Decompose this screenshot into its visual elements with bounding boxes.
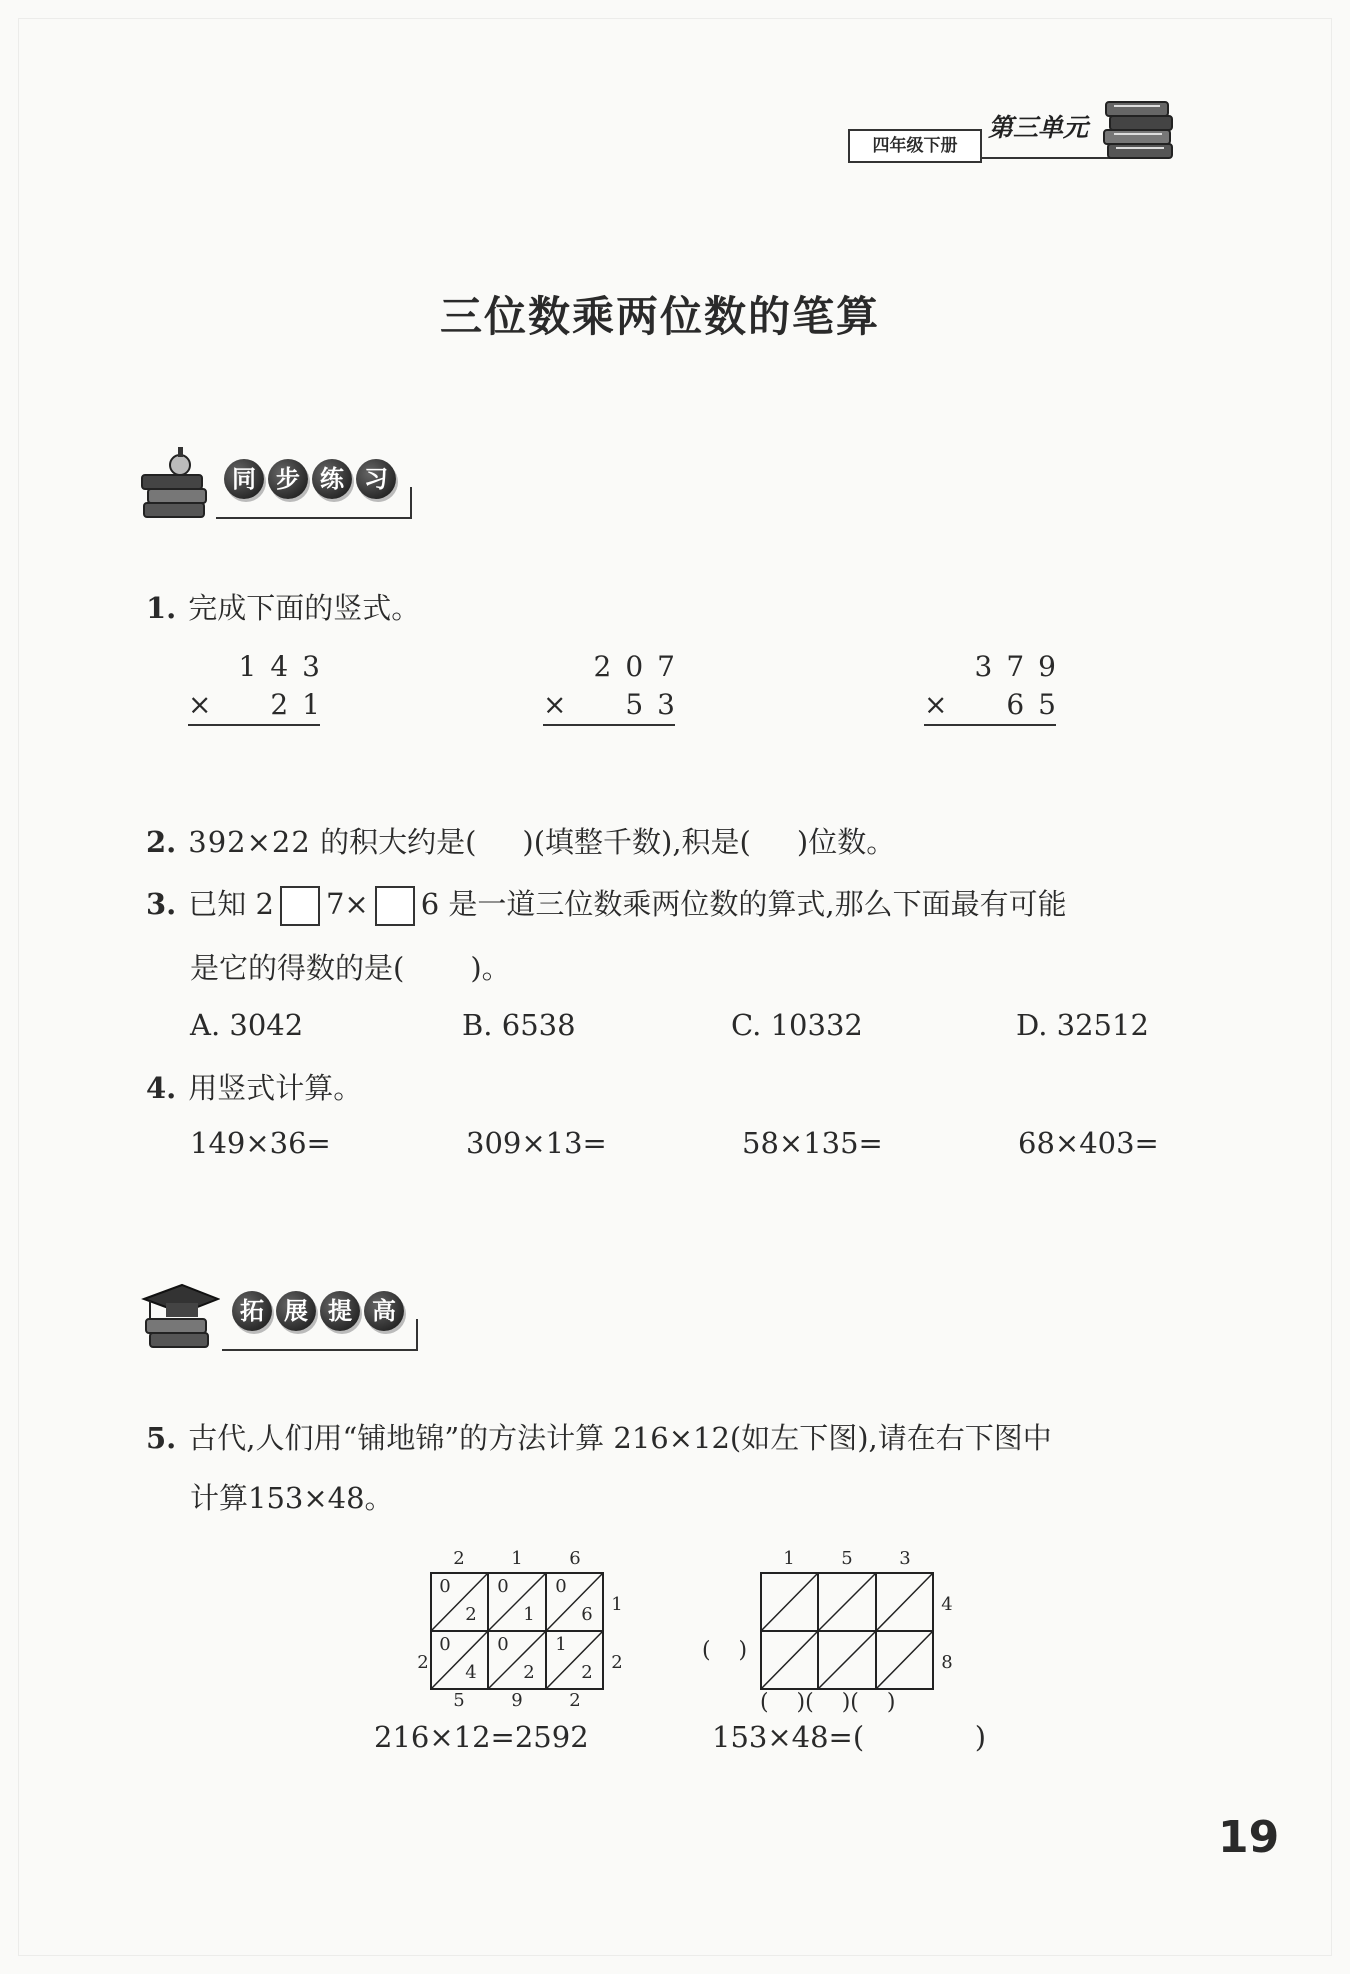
vertical-multiplication — [924, 648, 1070, 726]
graduation-cap-icon — [140, 1277, 220, 1357]
expression: 392×22 — [188, 825, 311, 859]
multiplier: 21 — [270, 688, 334, 721]
section-char: 习 — [356, 459, 396, 499]
times-sign: × — [924, 688, 948, 721]
bottom-answer-blanks[interactable]: ( )( )( ) — [760, 1690, 896, 1715]
question-text: )。 — [470, 951, 511, 985]
lattice-example — [417, 1548, 640, 1711]
question-text: 是它的得数的是( — [190, 951, 405, 985]
question-text: )(填整千数),积是( — [522, 825, 751, 859]
book-lamp-icon — [140, 445, 212, 525]
top-digit: 2 — [453, 1548, 465, 1569]
calc-expression: 309×13= — [466, 1126, 607, 1160]
section-char: 练 — [312, 459, 352, 499]
question-number: 5. — [146, 1421, 177, 1455]
right-digit: 1 — [611, 1594, 623, 1615]
section-underline — [222, 1349, 418, 1351]
digit-box[interactable] — [375, 886, 415, 926]
cell-tens: 1 — [555, 1634, 567, 1655]
vertical-multiplication — [543, 648, 689, 726]
question-text: 6 是一道三位数乘两位数的算式,那么下面最有可能 — [420, 887, 1067, 921]
multiplicand: 207 — [593, 650, 689, 683]
top-digit: 3 — [899, 1548, 911, 1569]
cell-tens: 0 — [439, 1634, 451, 1655]
page-number: 19 — [1218, 1812, 1280, 1863]
multiplicand: 379 — [974, 650, 1070, 683]
cell-ones: 2 — [465, 1604, 477, 1625]
question-text: 7× — [325, 887, 369, 921]
section-underline-end — [410, 487, 412, 519]
top-digit: 1 — [783, 1548, 795, 1569]
section-char: 高 — [364, 1291, 404, 1331]
cell-tens: 0 — [439, 1576, 451, 1597]
times-sign: × — [543, 688, 567, 721]
page-title: 三位数乘两位数的笔算 — [439, 292, 880, 341]
option-d[interactable]: D. 32512 — [1016, 1008, 1149, 1042]
question-5-line2: 计算153×48。 — [190, 1481, 394, 1515]
cell-ones: 2 — [523, 1662, 535, 1683]
multiplicand: 143 — [238, 650, 334, 683]
multiplier: 65 — [1006, 688, 1070, 721]
cell-ones: 4 — [465, 1662, 477, 1683]
cell-ones: 1 — [523, 1604, 535, 1625]
section-char: 提 — [320, 1291, 360, 1331]
section-extension — [140, 1277, 430, 1357]
question-number: 2. — [146, 825, 177, 859]
option-c[interactable]: C. 10332 — [731, 1008, 863, 1042]
question-text: 的积大约是( — [320, 825, 477, 859]
question-text: 古代,人们用“铺地锦”的方法计算 216×12(如左下图),请在右下图中 — [188, 1421, 1052, 1455]
unit-label: 第三单元 — [988, 113, 1089, 142]
section-char: 拓 — [232, 1291, 272, 1331]
calc-expression: 58×135= — [742, 1126, 883, 1160]
lattice-grid — [760, 1572, 934, 1690]
left-answer-blank[interactable]: ( ) — [702, 1638, 748, 1663]
question-text: )位数。 — [796, 825, 896, 859]
section-underline — [216, 517, 412, 519]
book-stack-icon — [1100, 92, 1180, 172]
right-digit: 2 — [611, 1652, 623, 1673]
lattice-exercise — [702, 1548, 980, 1728]
question-1 — [146, 588, 420, 628]
cell-tens: 0 — [497, 1634, 509, 1655]
right-digit: 8 — [941, 1652, 953, 1673]
section-underline-end — [416, 1319, 418, 1351]
cell-tens: 0 — [497, 1576, 509, 1597]
question-3-line2 — [190, 948, 511, 988]
question-3 — [146, 884, 1067, 926]
cell-ones: 2 — [581, 1662, 593, 1683]
lattice-example-caption: 216×12=2592 — [374, 1720, 589, 1754]
header-rule — [980, 157, 1120, 159]
question-number: 4. — [146, 1071, 177, 1105]
calc-expression: 68×403= — [1018, 1126, 1159, 1160]
option-a[interactable]: A. 3042 — [190, 1008, 304, 1042]
option-b[interactable]: B. 6538 — [462, 1008, 576, 1042]
vertical-multiplication — [188, 648, 334, 726]
question-text: 完成下面的竖式。 — [188, 591, 421, 625]
digit-box[interactable] — [280, 886, 320, 926]
question-text: 已知 2 — [188, 887, 274, 921]
bottom-digit: 5 — [453, 1690, 465, 1711]
question-text: 用竖式计算。 — [188, 1071, 363, 1105]
grade-label: 四年级下册 — [848, 129, 982, 163]
top-digit: 5 — [841, 1548, 853, 1569]
question-5 — [146, 1418, 1052, 1458]
section-char: 同 — [224, 459, 264, 499]
question-4 — [146, 1068, 362, 1108]
right-digit: 4 — [941, 1594, 953, 1615]
section-practice — [140, 445, 420, 525]
question-number: 1. — [146, 591, 177, 625]
section-char: 展 — [276, 1291, 316, 1331]
left-digit: 2 — [417, 1652, 429, 1673]
cell-tens: 0 — [555, 1576, 567, 1597]
question-2 — [146, 822, 895, 862]
calc-expression: 149×36= — [190, 1126, 331, 1160]
top-digit: 1 — [511, 1548, 523, 1569]
times-sign: × — [188, 688, 212, 721]
top-digit: 6 — [569, 1548, 581, 1569]
multiplier: 53 — [625, 688, 689, 721]
cell-ones: 6 — [581, 1604, 593, 1625]
question-number: 3. — [146, 887, 177, 921]
lattice-exercise-caption: 153×48=( ) — [712, 1720, 987, 1754]
section-char: 步 — [268, 459, 308, 499]
bottom-digit: 9 — [511, 1690, 523, 1711]
bottom-digit: 2 — [569, 1690, 581, 1711]
